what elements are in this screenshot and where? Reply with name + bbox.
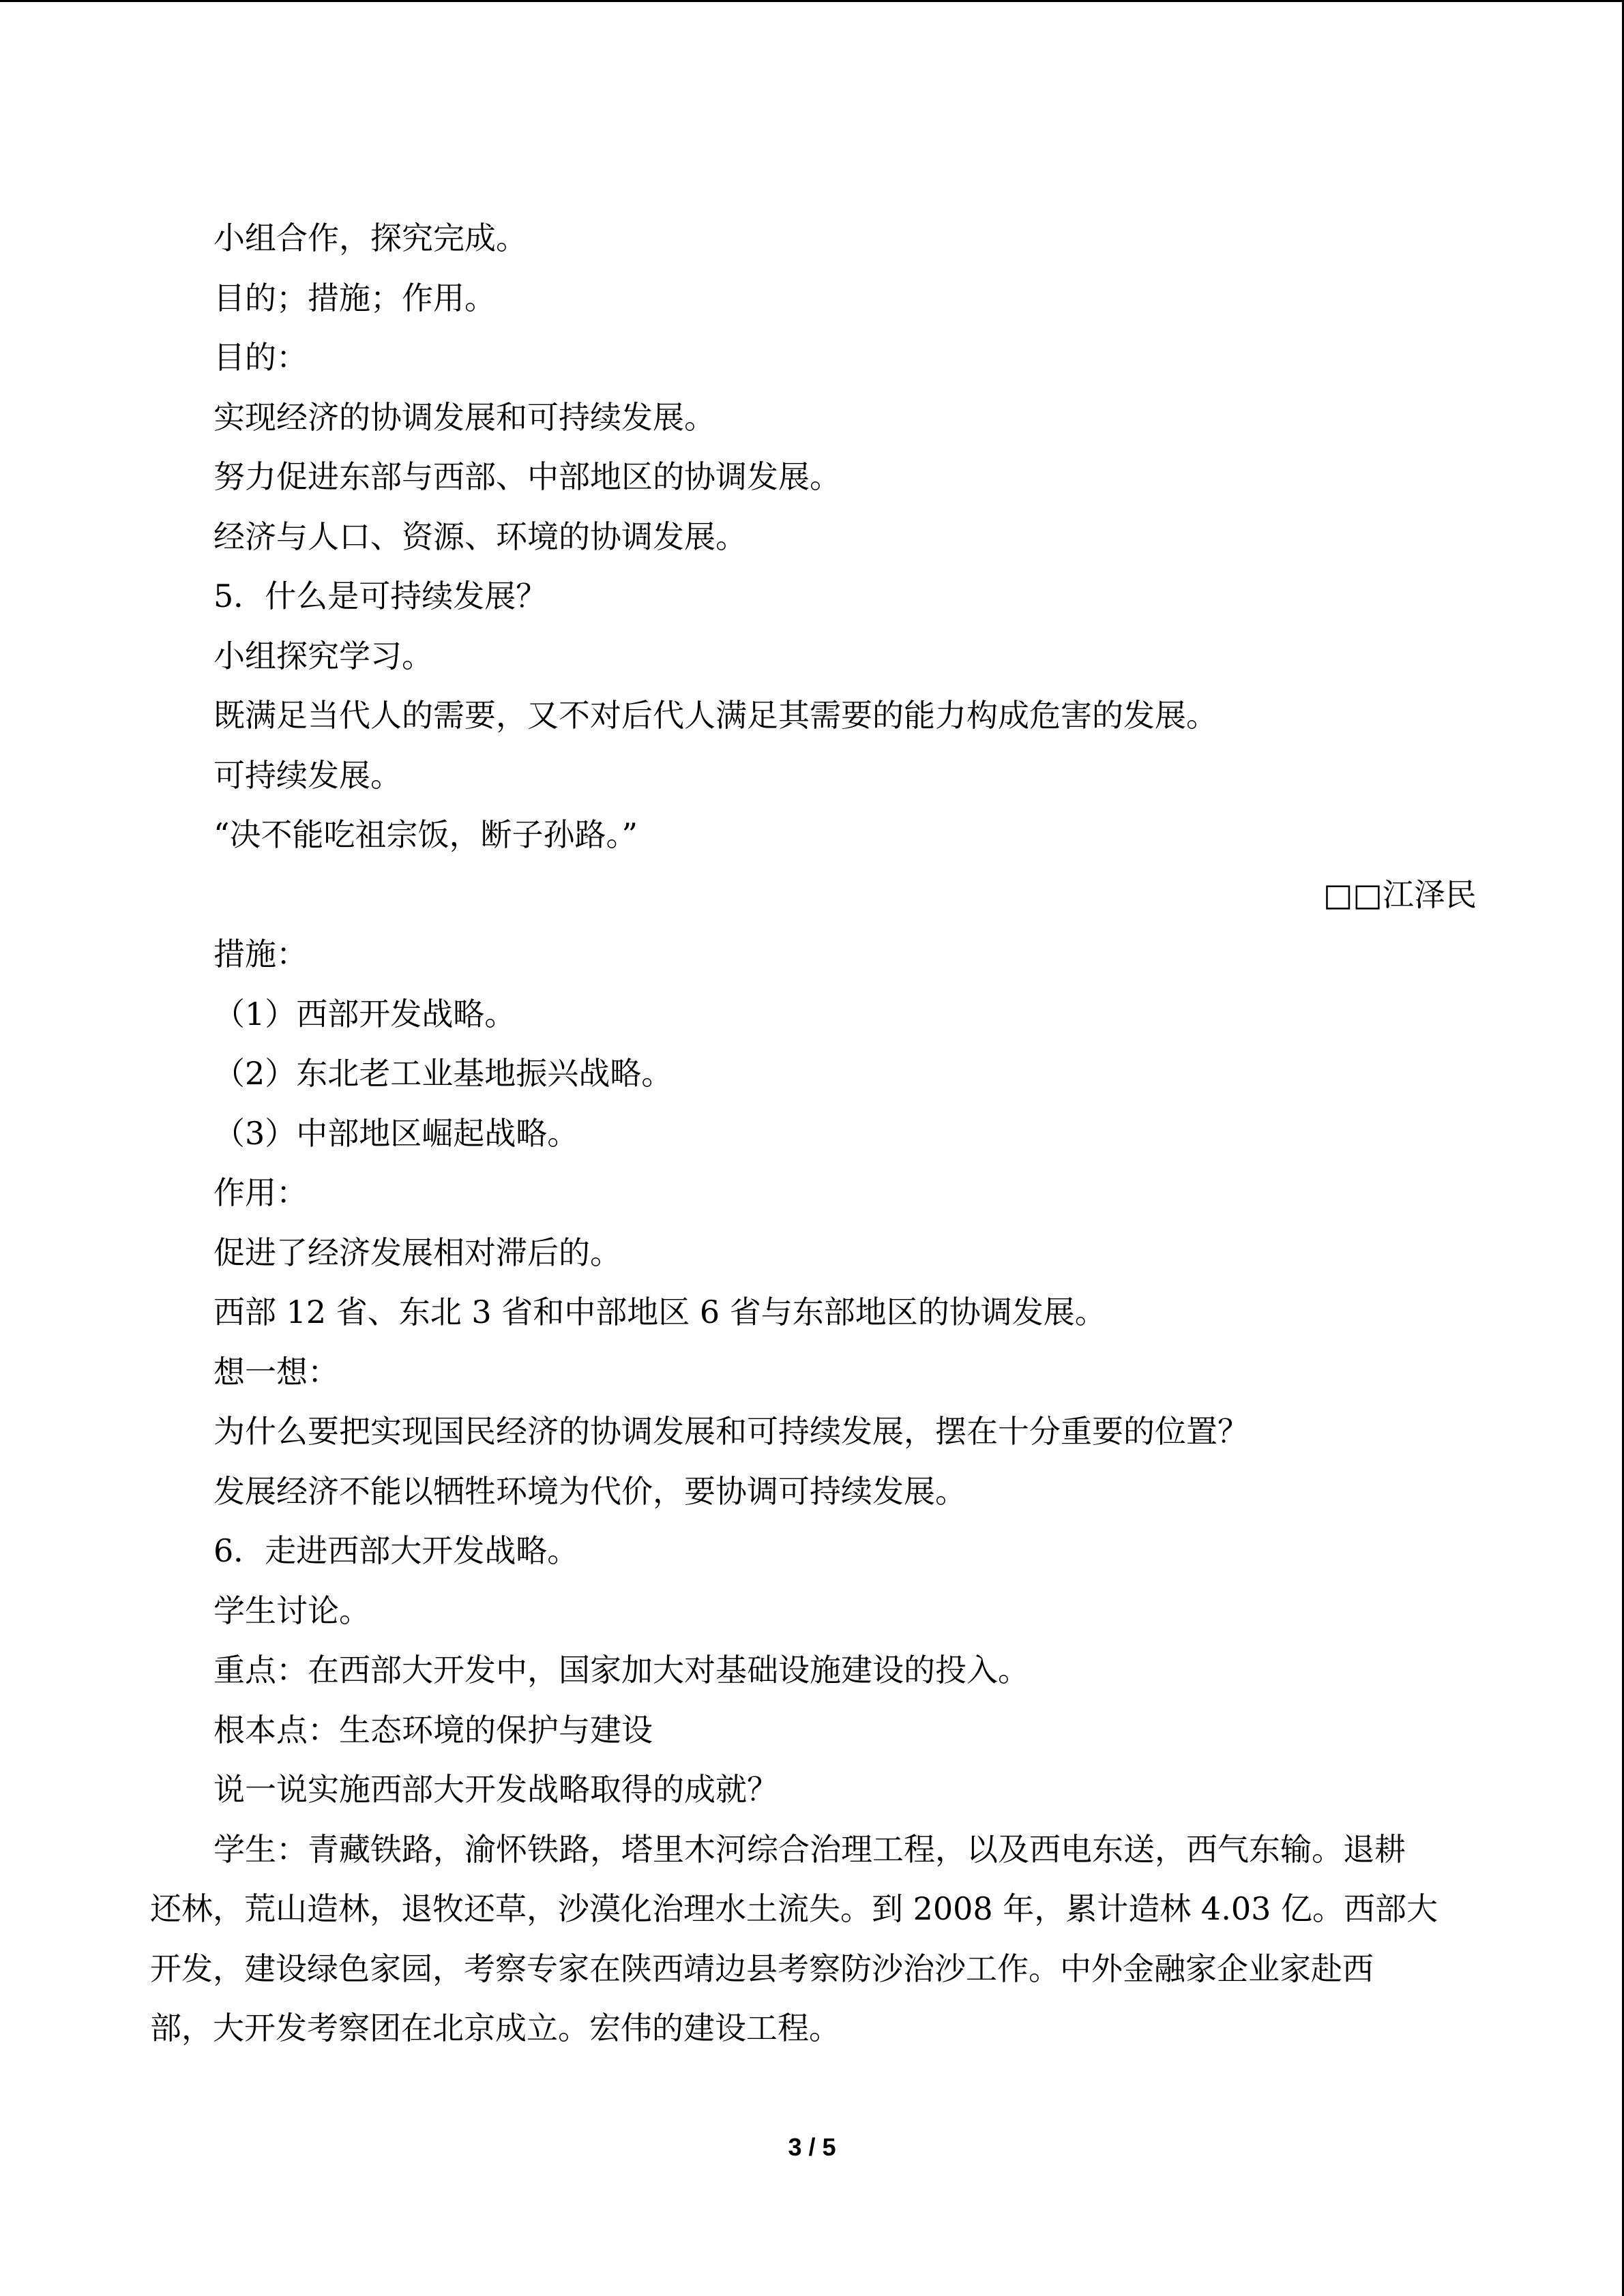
text-line: 经济与人口、资源、环境的协调发展。 — [213, 518, 747, 555]
text-line: 措施： — [213, 936, 308, 972]
text-line: 西部 12 省、东北 3 省和中部地区 6 省与东部地区的协调发展。 — [213, 1294, 1106, 1330]
text-line: 既满足当代人的需要，又不对后代人满足其需要的能力构成危害的发展。 — [213, 697, 1217, 734]
text-line: 小组探究学习。 — [213, 638, 433, 674]
quote-attribution: □□江泽民 — [1323, 876, 1477, 913]
text-line: 为什么要把实现国民经济的协调发展和可持续发展，摆在十分重要的位置？ — [213, 1413, 1249, 1450]
paragraph-line: 开发，建设绿色家园，考察专家在陕西靖边县考察防沙治沙工作。中外金融家企业家赴西 — [150, 1950, 1374, 1987]
paragraph-line: 还林，荒山造林，退牧还草，沙漠化治理水土流失。到 2008 年，累计造林 4.03 亿。西部大 — [150, 1890, 1438, 1927]
list-item: （2）东北老工业基地振兴战略。 — [213, 1055, 673, 1092]
text-line: 说一说实施西部大开发战略取得的成就？ — [213, 1771, 778, 1808]
list-item: （3）中部地区崛起战略。 — [213, 1115, 579, 1152]
text-line: 发展经济不能以牺牲环境为代价，要协调可持续发展。 — [213, 1473, 966, 1510]
list-item: （1）西部开发战略。 — [213, 996, 516, 1032]
paragraph-line: 部，大开发考察团在北京成立。宏伟的建设工程。 — [150, 2010, 840, 2046]
quote-line: “决不能吃祖宗饭，断子孙路。” — [213, 816, 638, 853]
text-line: 努力促进东部与西部、中部地区的协调发展。 — [213, 458, 841, 495]
text-line: 6．走进西部大开发战略。 — [213, 1532, 579, 1569]
text-line: 5．什么是可持续发展？ — [213, 578, 548, 614]
text-line: 促进了经济发展相对滞后的。 — [213, 1234, 621, 1271]
page-number: 3 / 5 — [788, 2133, 836, 2161]
text-line: 想一想： — [213, 1354, 339, 1390]
text-line: 重点：在西部大开发中，国家加大对基础设施建设的投入。 — [213, 1652, 1029, 1688]
text-line: 学生讨论。 — [213, 1592, 370, 1629]
text-line: 可持续发展。 — [213, 757, 402, 794]
text-line: 根本点：生态环境的保护与建设 — [213, 1712, 653, 1748]
text-line: 作用： — [213, 1174, 308, 1211]
text-line: 实现经济的协调发展和可持续发展。 — [213, 399, 715, 436]
paragraph-line: 学生：青藏铁路，渝怀铁路，塔里木河综合治理工程，以及西电东送，西气东输。退耕 — [213, 1831, 1406, 1868]
text-line: 目的： — [213, 339, 308, 376]
text-line: 小组合作，探究完成。 — [213, 220, 527, 256]
text-line: 目的；措施；作用。 — [213, 280, 496, 316]
